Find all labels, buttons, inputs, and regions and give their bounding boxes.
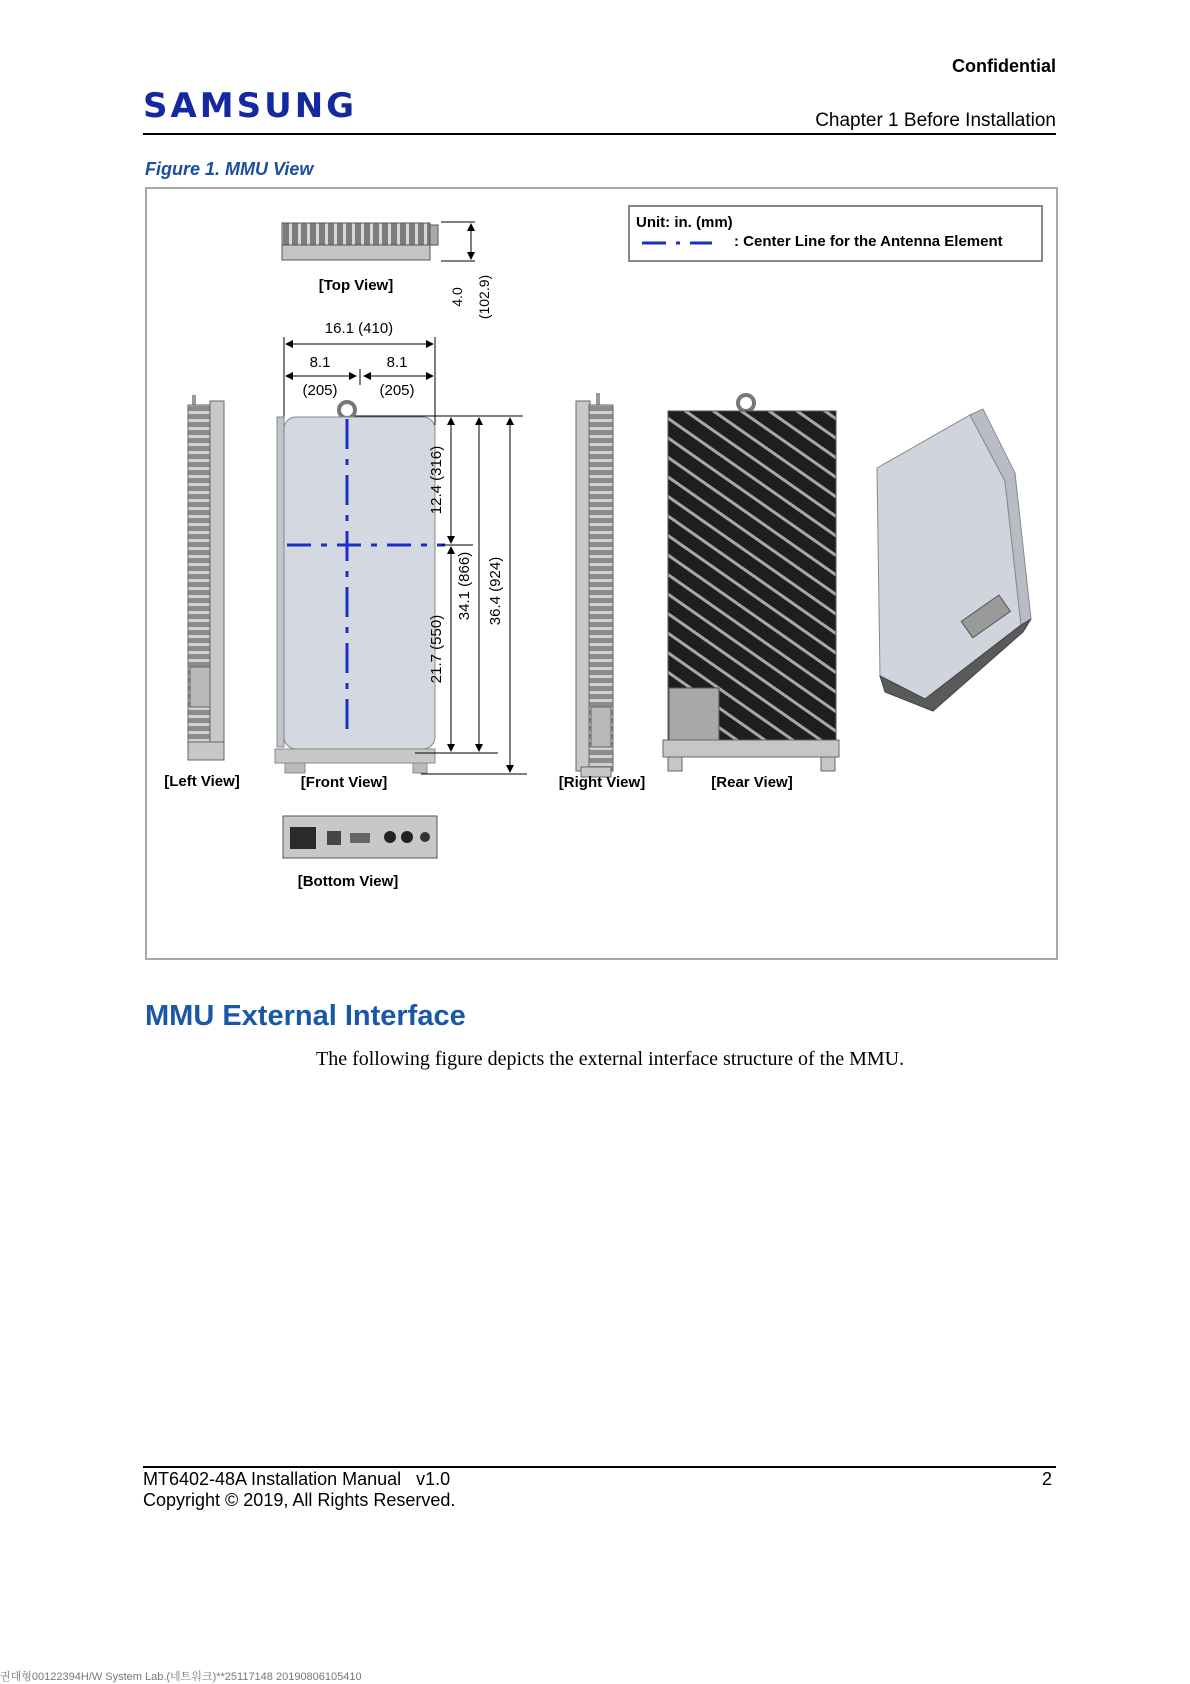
footer-copyright: Copyright © 2019, All Rights Reserved. xyxy=(143,1490,456,1510)
rear-view-label: [Rear View] xyxy=(711,774,793,791)
page-number: 2 xyxy=(1041,1469,1052,1489)
figure-caption: Figure 1. MMU View xyxy=(145,159,314,179)
dim-top-depth-in: 4.0 xyxy=(449,287,465,307)
mmu-view-diagram xyxy=(145,187,1058,960)
left-view-label: [Left View] xyxy=(164,773,240,790)
rear-view xyxy=(663,395,839,791)
dim-half-left-mm: (205) xyxy=(302,382,338,399)
dim-upper-height: 12.4 (316) xyxy=(428,445,445,515)
left-view xyxy=(164,395,240,790)
watermark: 권대형00122394H/W System Lab.(네트워크)**25117148 20190806105410 xyxy=(0,1671,362,1683)
dim-half-right-mm: (205) xyxy=(379,382,415,399)
footer-rule xyxy=(143,1466,1056,1468)
section-title: MMU External Interface xyxy=(145,1000,466,1032)
bottom-view xyxy=(283,816,437,890)
perspective-view xyxy=(877,409,1031,711)
dim-top-depth-mm: (102.9) xyxy=(476,274,492,320)
dim-lower-height: 21.7 (550) xyxy=(428,614,445,684)
dim-half-left-in: 8.1 xyxy=(309,354,331,371)
width-dimensions xyxy=(284,320,435,425)
dim-total-height: 36.4 (924) xyxy=(487,556,504,626)
legend-box xyxy=(629,206,1042,261)
top-view-label: [Top View] xyxy=(318,277,394,294)
front-view-label: [Front View] xyxy=(300,774,388,791)
dim-half-right-in: 8.1 xyxy=(386,354,408,371)
legend-line-label: : Center Line for the Antenna Element xyxy=(734,233,1003,250)
section-body: The following figure depicts the external interface structure of the MMU. xyxy=(316,1048,905,1070)
chapter-title: Chapter 1 Before Installation xyxy=(815,110,1056,131)
dim-width-total: 16.1 (410) xyxy=(324,320,394,337)
legend-unit: Unit: in. (mm) xyxy=(636,214,733,231)
bottom-view-label: [Bottom View] xyxy=(297,873,399,890)
footer-manual: MT6402-48A Installation Manual v1.0 xyxy=(143,1469,451,1489)
top-view xyxy=(282,222,492,319)
confidential-label: Confidential xyxy=(952,56,1056,76)
header-rule xyxy=(143,133,1056,135)
samsung-logo: SAMSUNG xyxy=(143,86,358,126)
dim-body-height: 34.1 (866) xyxy=(456,551,473,621)
right-view-label: [Right View] xyxy=(558,774,646,791)
right-view xyxy=(559,393,645,791)
front-view xyxy=(275,402,445,791)
